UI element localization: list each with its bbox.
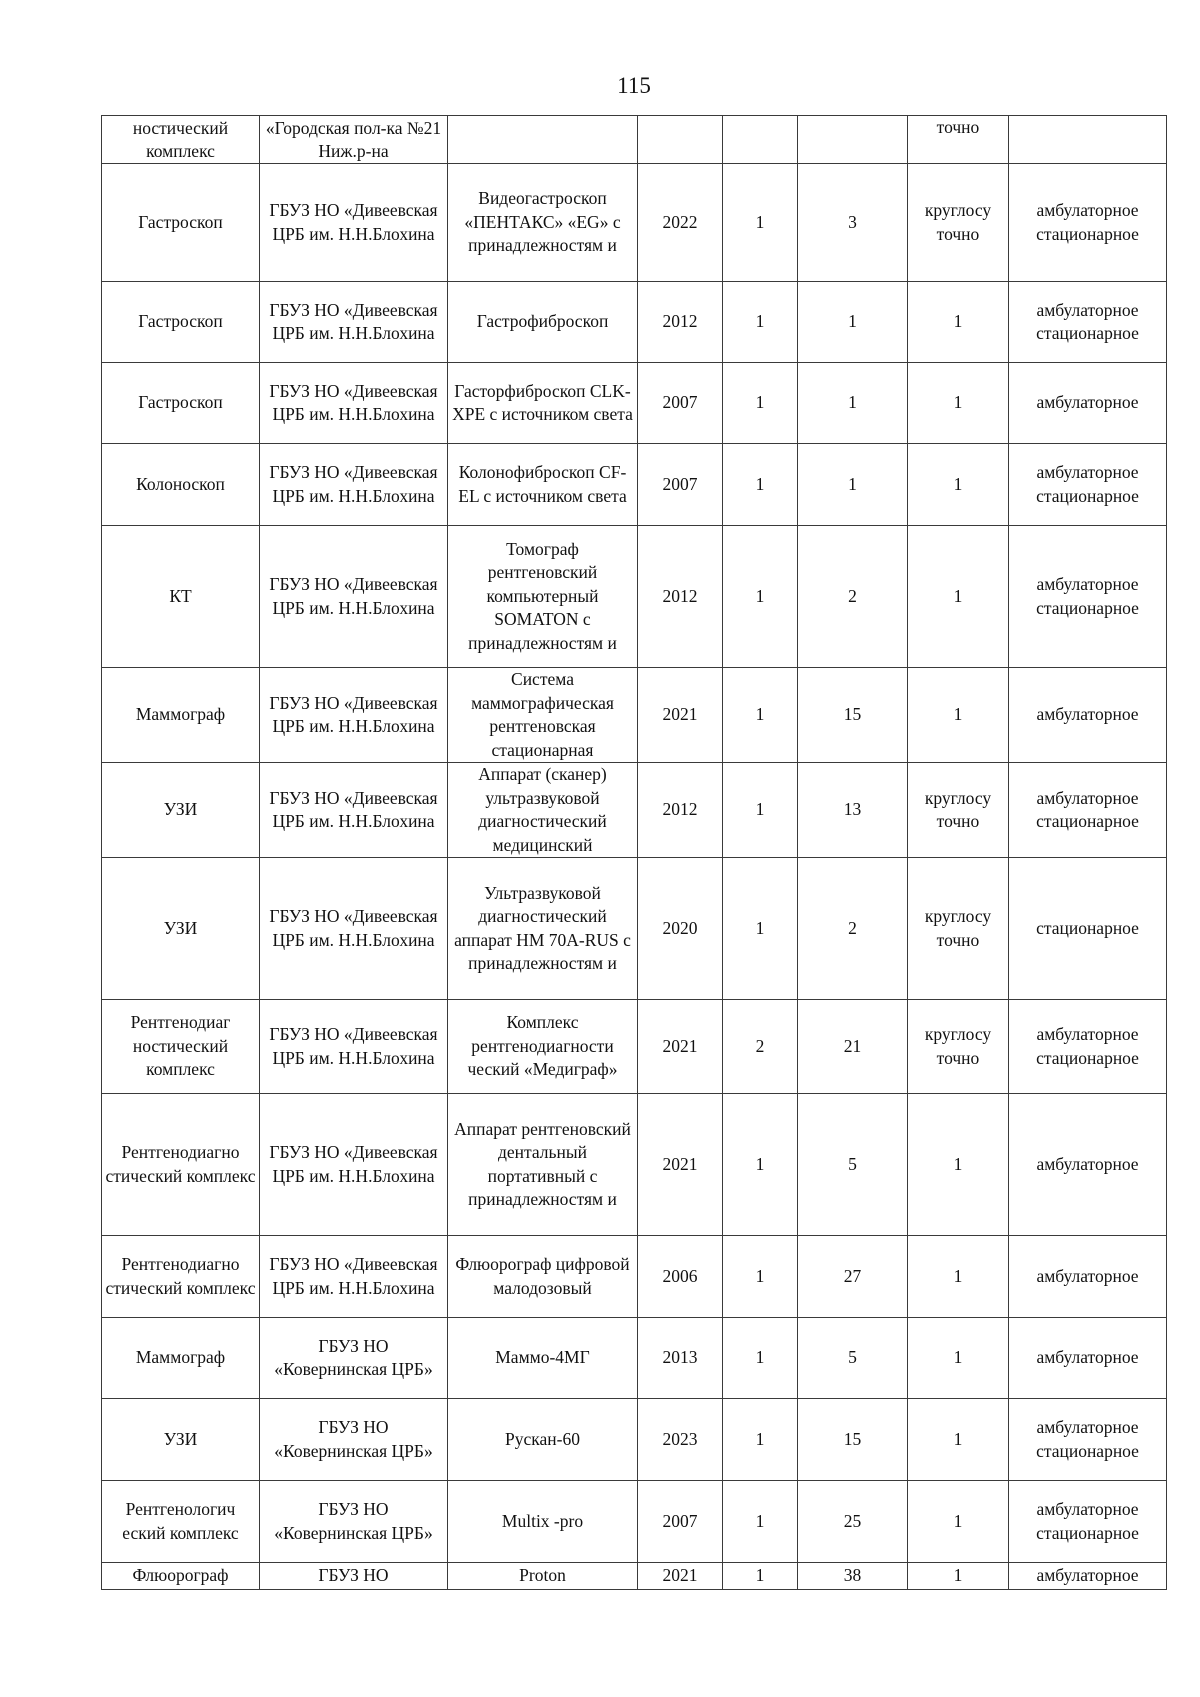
- cell-organization: ГБУЗ НО «Дивеевская ЦРБ им. Н.Н.Блохина: [260, 164, 448, 282]
- cell-year: 2021: [638, 1563, 723, 1590]
- cell-wear: 3: [798, 164, 908, 282]
- cell-equipment-type: Рентгенодиагно стический комплекс: [102, 1236, 260, 1318]
- cell-quantity: 1: [723, 164, 798, 282]
- table-row: [102, 763, 1167, 858]
- cell-organization: ГБУЗ НО «Дивеевская ЦРБ им. Н.Н.Блохина: [260, 526, 448, 668]
- table-row: [102, 526, 1167, 668]
- table-row: [102, 858, 1167, 1000]
- cell-wear: [798, 116, 908, 164]
- cell-year: 2021: [638, 668, 723, 763]
- cell-year: 2023: [638, 1399, 723, 1481]
- cell-wear: 5: [798, 1318, 908, 1399]
- cell-care-type: амбулаторное: [1009, 1236, 1167, 1318]
- cell-wear: 38: [798, 1563, 908, 1590]
- cell-model: Аппарат (сканер) ультразвуковой диагностический медицинский: [448, 763, 638, 858]
- cell-organization: «Городская пол-ка №21 Ниж.р-на: [260, 116, 448, 164]
- cell-care-type: амбулаторное стационарное: [1009, 282, 1167, 363]
- cell-year: 2007: [638, 1481, 723, 1563]
- cell-year: 2013: [638, 1318, 723, 1399]
- cell-equipment-type: КТ: [102, 526, 260, 668]
- cell-equipment-type: Рентгенодиаг ностический комплекс: [102, 1000, 260, 1094]
- cell-operating-mode: 1: [908, 1563, 1009, 1590]
- cell-equipment-type: Рентгенологич еский комплекс: [102, 1481, 260, 1563]
- cell-quantity: 1: [723, 444, 798, 526]
- cell-wear: 1: [798, 444, 908, 526]
- cell-year: 2007: [638, 363, 723, 444]
- cell-equipment-type: Гастроскоп: [102, 363, 260, 444]
- table-row: [102, 1236, 1167, 1318]
- table-row: [102, 1481, 1167, 1563]
- cell-quantity: 1: [723, 858, 798, 1000]
- cell-year: 2012: [638, 526, 723, 668]
- cell-care-type: амбулаторное стационарное: [1009, 164, 1167, 282]
- cell-model: Гасторфиброскоп CLK-XPE с источником света: [448, 363, 638, 444]
- cell-operating-mode: 1: [908, 1399, 1009, 1481]
- table-row: [102, 444, 1167, 526]
- cell-wear: 15: [798, 668, 908, 763]
- cell-operating-mode: 1: [908, 363, 1009, 444]
- cell-model: Multix -pro: [448, 1481, 638, 1563]
- cell-wear: 21: [798, 1000, 908, 1094]
- cell-wear: 1: [798, 282, 908, 363]
- cell-equipment-type: Маммограф: [102, 1318, 260, 1399]
- cell-care-type: амбулаторное: [1009, 1318, 1167, 1399]
- cell-operating-mode: 1: [908, 282, 1009, 363]
- cell-wear: 27: [798, 1236, 908, 1318]
- table-row: [102, 363, 1167, 444]
- cell-operating-mode: точно: [908, 116, 1009, 164]
- cell-wear: 1: [798, 363, 908, 444]
- cell-model: Видеогастроскоп «ПЕНТАКС» «EG» с принадлежностям и: [448, 164, 638, 282]
- cell-wear: 13: [798, 763, 908, 858]
- cell-care-type: амбулаторное стационарное: [1009, 1481, 1167, 1563]
- cell-model: Флюорограф цифровой малодозовый: [448, 1236, 638, 1318]
- cell-equipment-type: ностический комплекс: [102, 116, 260, 164]
- cell-year: 2021: [638, 1094, 723, 1236]
- cell-operating-mode: 1: [908, 444, 1009, 526]
- cell-equipment-type: УЗИ: [102, 858, 260, 1000]
- cell-care-type: амбулаторное стационарное: [1009, 763, 1167, 858]
- cell-year: 2021: [638, 1000, 723, 1094]
- cell-operating-mode: круглосу точно: [908, 763, 1009, 858]
- table-row: [102, 116, 1167, 164]
- page-number: 115: [617, 73, 651, 98]
- cell-care-type: [1009, 116, 1167, 164]
- cell-year: 2020: [638, 858, 723, 1000]
- cell-wear: 15: [798, 1399, 908, 1481]
- equipment-table: [101, 115, 1167, 1590]
- cell-year: 2006: [638, 1236, 723, 1318]
- cell-quantity: 1: [723, 763, 798, 858]
- cell-organization: ГБУЗ НО «Дивеевская ЦРБ им. Н.Н.Блохина: [260, 668, 448, 763]
- cell-equipment-type: Гастроскоп: [102, 282, 260, 363]
- cell-year: 2012: [638, 282, 723, 363]
- cell-quantity: 2: [723, 1000, 798, 1094]
- cell-equipment-type: Флюорограф: [102, 1563, 260, 1590]
- cell-quantity: 1: [723, 1318, 798, 1399]
- cell-model: Колонофиброскоп CF-EL с источником света: [448, 444, 638, 526]
- cell-quantity: 1: [723, 1563, 798, 1590]
- cell-organization: ГБУЗ НО «Дивеевская ЦРБ им. Н.Н.Блохина: [260, 1094, 448, 1236]
- cell-model: Ультразвуковой диагностический аппарат HM 70A-RUS с принадлежностям и: [448, 858, 638, 1000]
- table-row: [102, 668, 1167, 763]
- cell-quantity: 1: [723, 363, 798, 444]
- cell-quantity: [723, 116, 798, 164]
- cell-care-type: амбулаторное стационарное: [1009, 1000, 1167, 1094]
- table-row: [102, 282, 1167, 363]
- cell-care-type: амбулаторное стационарное: [1009, 1399, 1167, 1481]
- cell-year: 2007: [638, 444, 723, 526]
- cell-care-type: амбулаторное: [1009, 1563, 1167, 1590]
- cell-organization: ГБУЗ НО «Дивеевская ЦРБ им. Н.Н.Блохина: [260, 1236, 448, 1318]
- cell-care-type: амбулаторное: [1009, 363, 1167, 444]
- cell-operating-mode: 1: [908, 526, 1009, 668]
- cell-organization: ГБУЗ НО «Ковернинская ЦРБ»: [260, 1481, 448, 1563]
- cell-quantity: 1: [723, 668, 798, 763]
- cell-care-type: амбулаторное стационарное: [1009, 444, 1167, 526]
- cell-equipment-type: Маммограф: [102, 668, 260, 763]
- cell-care-type: амбулаторное: [1009, 1094, 1167, 1236]
- cell-equipment-type: Колоноскоп: [102, 444, 260, 526]
- cell-quantity: 1: [723, 1481, 798, 1563]
- cell-quantity: 1: [723, 526, 798, 668]
- cell-year: 2022: [638, 164, 723, 282]
- cell-wear: 5: [798, 1094, 908, 1236]
- cell-quantity: 1: [723, 282, 798, 363]
- cell-equipment-type: Гастроскоп: [102, 164, 260, 282]
- cell-model: [448, 116, 638, 164]
- cell-operating-mode: круглосу точно: [908, 1000, 1009, 1094]
- cell-model: Томограф рентгеновский компьютерный SOMATON с принадлежностям и: [448, 526, 638, 668]
- cell-equipment-type: Рентгенодиагно стический комплекс: [102, 1094, 260, 1236]
- table-row: [102, 1318, 1167, 1399]
- cell-care-type: амбулаторное: [1009, 668, 1167, 763]
- cell-wear: 2: [798, 526, 908, 668]
- table-row: [102, 1399, 1167, 1481]
- cell-year: [638, 116, 723, 164]
- cell-quantity: 1: [723, 1399, 798, 1481]
- cell-equipment-type: УЗИ: [102, 763, 260, 858]
- cell-wear: 25: [798, 1481, 908, 1563]
- cell-organization: ГБУЗ НО «Ковернинская ЦРБ»: [260, 1318, 448, 1399]
- table-row: [102, 1000, 1167, 1094]
- cell-wear: 2: [798, 858, 908, 1000]
- cell-model: Комплекс рентгенодиагности ческий «Медиграф»: [448, 1000, 638, 1094]
- cell-operating-mode: 1: [908, 1236, 1009, 1318]
- cell-operating-mode: 1: [908, 1094, 1009, 1236]
- table-row: [102, 1094, 1167, 1236]
- cell-model: Proton: [448, 1563, 638, 1590]
- cell-model: Система маммографическая рентгеновская стационарная: [448, 668, 638, 763]
- cell-year: 2012: [638, 763, 723, 858]
- cell-operating-mode: 1: [908, 668, 1009, 763]
- cell-operating-mode: 1: [908, 1481, 1009, 1563]
- cell-operating-mode: круглосу точно: [908, 164, 1009, 282]
- cell-care-type: стационарное: [1009, 858, 1167, 1000]
- cell-model: Рускан-60: [448, 1399, 638, 1481]
- table-row: [102, 1563, 1167, 1590]
- cell-organization: ГБУЗ НО «Дивеевская ЦРБ им. Н.Н.Блохина: [260, 363, 448, 444]
- cell-care-type: амбулаторное стационарное: [1009, 526, 1167, 668]
- cell-model: Аппарат рентгеновский дентальный портативный с принадлежностям и: [448, 1094, 638, 1236]
- cell-quantity: 1: [723, 1094, 798, 1236]
- cell-equipment-type: УЗИ: [102, 1399, 260, 1481]
- cell-organization: ГБУЗ НО «Дивеевская ЦРБ им. Н.Н.Блохина: [260, 282, 448, 363]
- cell-operating-mode: 1: [908, 1318, 1009, 1399]
- cell-organization: ГБУЗ НО «Дивеевская ЦРБ им. Н.Н.Блохина: [260, 1000, 448, 1094]
- cell-organization: ГБУЗ НО «Дивеевская ЦРБ им. Н.Н.Блохина: [260, 763, 448, 858]
- cell-operating-mode: круглосу точно: [908, 858, 1009, 1000]
- table-row: [102, 164, 1167, 282]
- cell-organization: ГБУЗ НО: [260, 1563, 448, 1590]
- cell-quantity: 1: [723, 1236, 798, 1318]
- cell-model: Гастрофиброскоп: [448, 282, 638, 363]
- cell-organization: ГБУЗ НО «Дивеевская ЦРБ им. Н.Н.Блохина: [260, 858, 448, 1000]
- cell-organization: ГБУЗ НО «Дивеевская ЦРБ им. Н.Н.Блохина: [260, 444, 448, 526]
- cell-organization: ГБУЗ НО «Ковернинская ЦРБ»: [260, 1399, 448, 1481]
- cell-model: Маммо-4МГ: [448, 1318, 638, 1399]
